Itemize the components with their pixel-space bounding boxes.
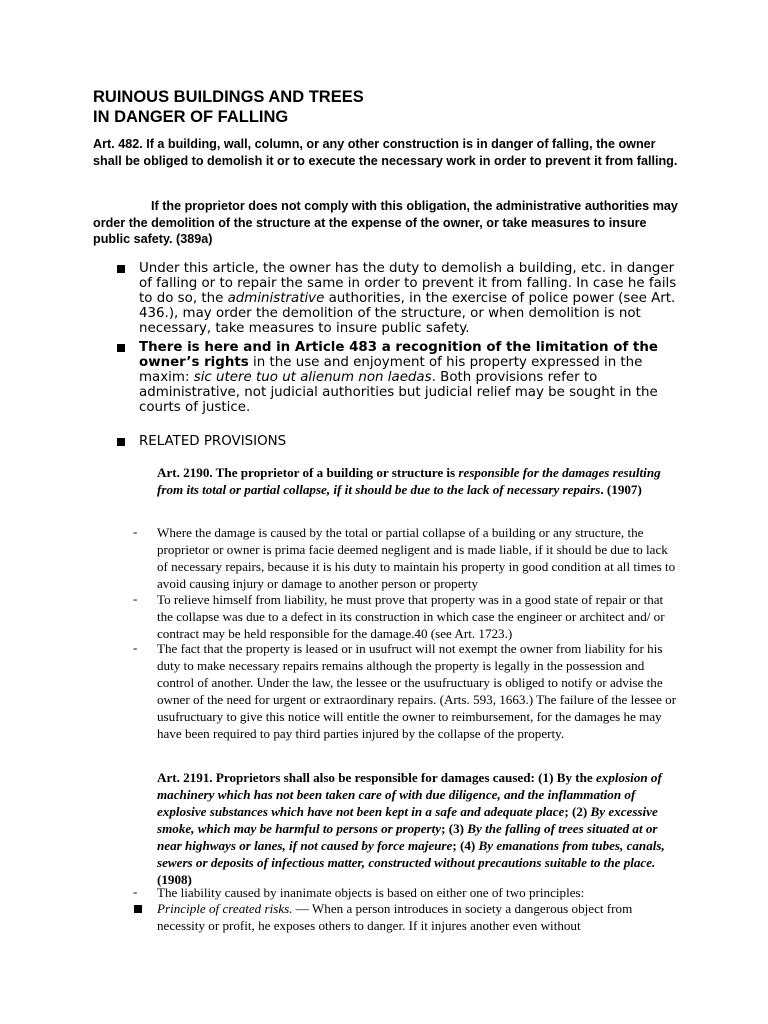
article-2191-p3: ; (3) <box>441 821 468 836</box>
article-2191-p5: (1908) <box>157 872 192 887</box>
bullet-1-emphasis: administrative <box>227 291 325 306</box>
square-bullet-icon <box>117 438 125 446</box>
title-line-2: IN DANGER OF FALLING <box>93 108 289 126</box>
bullet-1-text-b: authorities, in the exercise of police power (see Art. 436.), may order the demolition of the structure, or when demolition is not necessary, take measures to insure public safety. <box>139 291 676 336</box>
note-text: The liability caused by inanimate objects is based on either one of two principles: <box>157 885 585 900</box>
principle-title: Principle of created risks. <box>157 901 293 916</box>
dash-marker: - <box>133 591 138 606</box>
article-2190-lead: Art. 2190. The proprietor of a building or structure is <box>157 465 459 480</box>
dash-marker: - <box>133 524 138 539</box>
article-2190-emphasis: responsible for the damages resulting from its total or partial collapse, if it should be due to the lack of necessary repairs <box>157 465 661 497</box>
article-482-paragraph-2-text: If the proprietor does not comply with this obligation, the administrative authorities may order the demolition of the structure at the expense of the owner, or take measures to insure public safety. (389a) <box>93 199 678 246</box>
bullet-2-strong: There is here and in Article 483 a recognition of the limitation of the owner’s rights <box>139 340 658 370</box>
square-bullet-icon <box>117 344 125 352</box>
principle-paragraph <box>157 900 677 934</box>
note-text: Where the damage is caused by the total or partial collapse of a building or any structure, the proprietor or owner is prima facie deemed negligent and is made liable, if it should be due to lack of necessary repairs, because it is his duty to maintain his property in good condition at all times to avoid causing injury or damage to another person or property <box>157 525 676 591</box>
article-2191-p2: ; (2) <box>564 804 591 819</box>
related-provisions-heading: RELATED PROVISIONS <box>139 434 287 449</box>
dash-marker: - <box>133 640 138 655</box>
article-2191-e1: explosion of machinery which has not been taken care of with due diligence, and the inflammation of explosive substances which have not been kept in a safe and adequate place <box>157 770 662 819</box>
article-2191-e4: By emanations from tubes, canals, sewers or deposits of infectious matter, constructed without precautions suitable to the place. <box>157 838 665 870</box>
square-bullet-icon <box>117 265 125 273</box>
bullet-2-text-b: . Both provisions refer to administrative, not judicial authorities but judicial relief may be sought in the courts of justice. <box>139 370 658 415</box>
dash-marker: - <box>133 884 138 899</box>
bullet-2-text-a: in the use and enjoyment of his property expressed in the maxim: <box>139 355 643 385</box>
note-text: To relieve himself from liability, he must prove that property was in a good state of repair or that the collapse was due to a defect in its construction in which case the engineer or architect and/ or contract may be held responsible for the damage.40 (see Art. 1723.) <box>157 592 665 641</box>
article-482-text: Art. 482. If a building, wall, column, or any other construction is in danger of falling, the owner shall be obliged to demolish it or to execute the necessary work in order to prevent it from falling. <box>93 137 678 168</box>
article-2191-e2: By excessive smoke, which may be harmful to persons or property <box>157 804 658 836</box>
bullet-item-1 <box>139 261 679 336</box>
article-2190-tail: . (1907) <box>600 482 642 497</box>
bullet-2-maxim: sic utere tuo ut alienum non laedas <box>193 370 432 385</box>
article-2191 <box>157 769 677 888</box>
square-bullet-icon <box>134 905 142 913</box>
principle-text: — When a person introduces in society a dangerous object from necessity or profit, he exposes others to danger. If it injures another even without <box>157 901 633 933</box>
article-2191-p1: Art. 2191. Proprietors shall also be responsible for damages caused: (1) By the <box>157 770 596 785</box>
article-2191-e3: By the falling of trees situated at or near highways or lanes, if not caused by force majeure <box>157 821 658 853</box>
bullet-item-2 <box>139 340 679 415</box>
bullet-1-text-a: Under this article, the owner has the duty to demolish a building, etc. in danger of falling or to repair the same in order to prevent it from falling. In case he fails to do so, the <box>139 261 677 306</box>
title-line-1: RUINOUS BUILDINGS AND TREES <box>93 88 364 106</box>
page-title <box>93 87 693 127</box>
article-2191-p4: ; (4) <box>452 838 479 853</box>
article-482-paragraph-2 <box>93 198 683 248</box>
note-text: The fact that the property is leased or in usufruct will not exempt the owner from liability for his duty to make necessary repairs remains although the property is legally in the possession and control of another. Under the law, the lessee or the usufructuary is obliged to notify or advise the owner of the need for urgent or extraordinary repairs. (Arts. 593, 1663.) The failure of the lessee or usufructuary to give this notice will entitle the owner to reimbursement, for the damages he may have been required to pay third parties injured by the collapse of the property. <box>157 641 677 741</box>
article-2190 <box>157 464 677 498</box>
